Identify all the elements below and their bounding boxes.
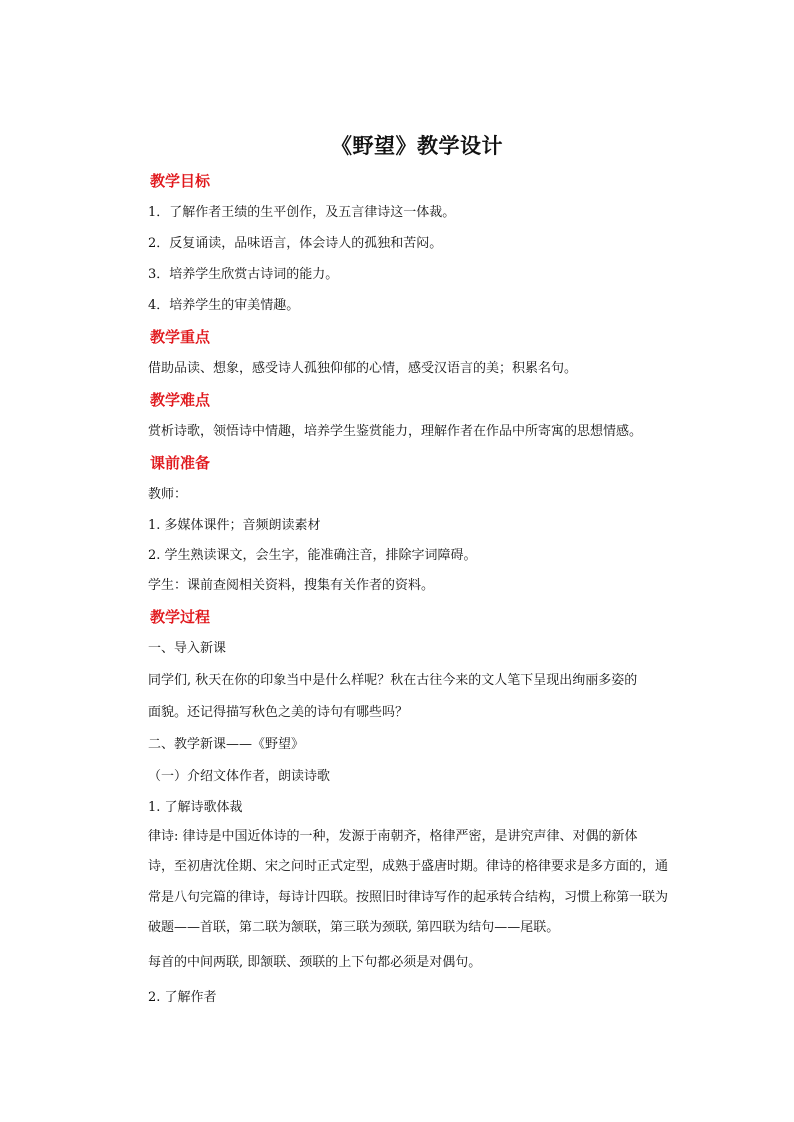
lvshi-line-2: 诗，至初唐沈佺期、宋之问时正式定型，成熟于盛唐时期。律诗的格律要求是多方面的，通 [148, 859, 669, 874]
key-points-text: 借助品读、想象，感受诗人孤独仰郁的心情，感受汉语言的美；积累名句。 [148, 361, 578, 376]
document-title: 《野望》教学设计 [331, 134, 503, 158]
heading-preparation: 课前准备 [150, 454, 211, 472]
process-point2-title: 2. 了解作者 [148, 990, 217, 1005]
process-step1-text-line1: 同学们, 秋天在你的印象当中是什么样呢？秋在古往今来的文人笔下呈现出绚丽多姿的 [148, 673, 638, 688]
process-step2-title: 二、教学新课——《野望》 [148, 737, 305, 752]
heading-difficulties: 教学难点 [150, 391, 211, 409]
heading-key-points: 教学重点 [150, 328, 211, 346]
lvshi-line-3: 常是八句完篇的律诗，每诗计四联。按照旧时律诗写作的起承转合结构，习惯上称第一联为 [148, 890, 669, 905]
objective-item-3: 3．培养学生欣赏古诗词的能力。 [148, 267, 339, 282]
objective-item-2: 2．反复诵读，品味语言，体会诗人的孤独和苦闷。 [148, 236, 443, 251]
process-step1-title: 一、导入新课 [148, 641, 227, 656]
couplet-note: 每首的中间两联, 即颔联、颈联的上下句都必须是对偶句。 [148, 955, 482, 970]
heading-process: 教学过程 [150, 608, 211, 626]
lvshi-line-1: 律诗: 律诗是中国近体诗的一种，发源于南朝齐，格律严密，是讲究声律、对偶的新体 [148, 829, 638, 844]
preparation-student-line: 学生：课前查阅相关资料，搜集有关作者的资料。 [148, 578, 435, 593]
preparation-teacher-label: 教师： [148, 487, 188, 502]
objective-item-1: 1．了解作者王绩的生平创作，及五言律诗这一体裁。 [148, 205, 456, 220]
objective-item-4: 4．培养学生的审美情趣。 [148, 298, 300, 313]
process-sub1-title: （一）介绍文体作者，朗读诗歌 [148, 769, 331, 784]
heading-objectives: 教学目标 [150, 172, 211, 190]
lvshi-line-4: 破题——首联，第二联为颔联，第三联为颈联, 第四联为结句——尾联。 [148, 920, 560, 935]
preparation-teacher-item-2: 2. 学生熟读课文，会生字，能准确注音，排除字词障碍。 [148, 548, 477, 563]
process-step1-text-line2: 面貌。还记得描写秋色之美的诗句有哪些吗？ [148, 705, 409, 720]
process-point1-title: 1. 了解诗歌体裁 [148, 800, 243, 815]
difficulties-text: 赏析诗歌，领悟诗中情趣，培养学生鉴赏能力，理解作者在作品中所寄寓的思想情感。 [148, 424, 643, 439]
preparation-teacher-item-1: 1. 多媒体课件；音频朗读素材 [148, 518, 321, 533]
